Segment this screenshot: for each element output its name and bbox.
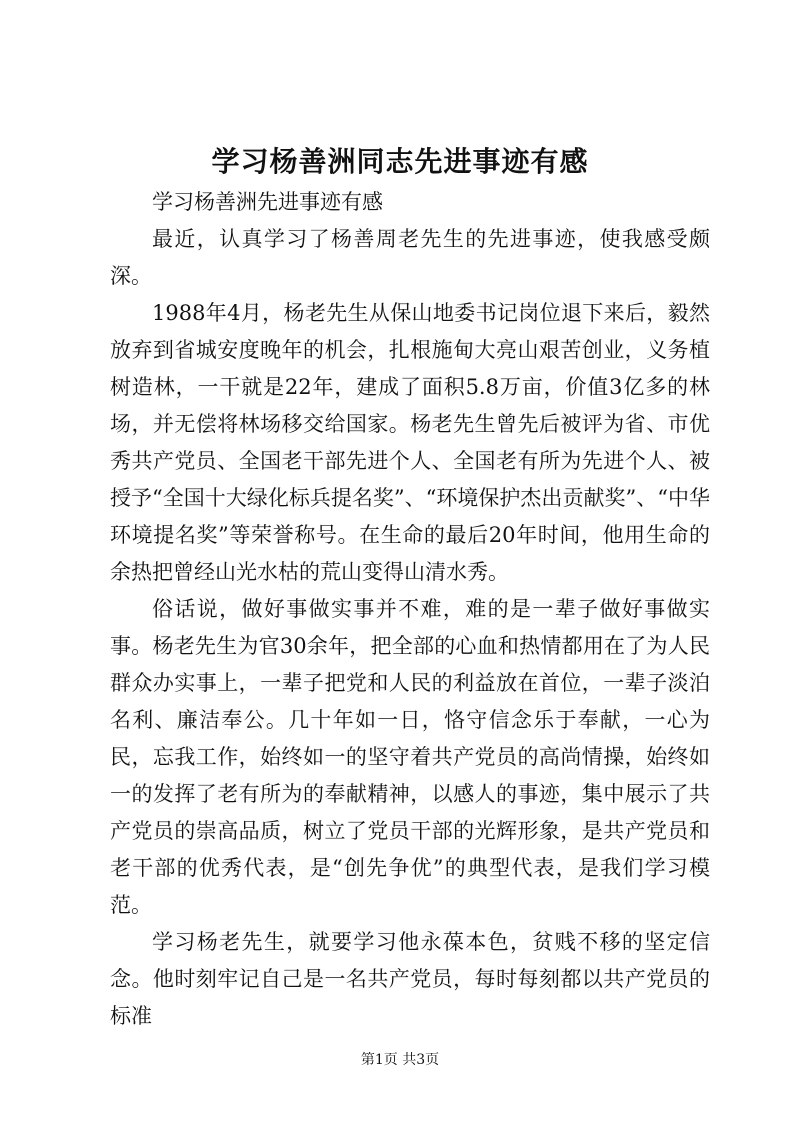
body-paragraph: 俗话说，做好事做实事并不难，难的是一辈子做好事做实事。杨老先生为官30余年，把全部的心血和热情都用在了为人民群众办实事上，一辈子把党和人民的利益放在首位，一辈子淡泊名利、廉洁奉公。几十年如一日，恪守信念乐于奉献，一心为民，忘我工作，始终如一的坚守着共产党员的高尚情操，始终如一的发挥了老有所为的奉献精神，以感人的事迹，集中展示了共产党员的崇高品质，树立了党员干部的光辉形象，是共产党员和老干部的优秀代表，是“创先争优”的典型代表，是我们学习模范。 [110, 597, 710, 917]
page-footer: 第1页 共3页 [360, 1052, 440, 1068]
document-title: 学习杨善洲同志先进事迹有感 [211, 145, 589, 178]
document-body [110, 184, 710, 1035]
body-paragraph: 学习杨老先生，就要学习他永葆本色，贫贱不移的坚定信念。他时刻牢记自己是一名共产党员，每时每刻都以共产党员的标准 [110, 930, 710, 1028]
body-paragraph: 最近，认真学习了杨善周老先生的先进事迹，使我感受颇深。 [110, 227, 710, 288]
subtitle-paragraph: 学习杨善洲先进事迹有感 [152, 190, 383, 214]
body-paragraph: 1988年4月，杨老先生从保山地委书记岗位退下来后，毅然放弃到省城安度晚年的机会，扎根施甸大亮山艰苦创业，义务植树造林，一干就是22年，建成了面积5.8万亩，价值3亿多的林场，并无偿将林场移交给国家。杨老先生曾先后被评为省、市优秀共产党员、全国老干部先进个人、全国老有所为先进个人、被授予“全国十大绿化标兵提名奖”、“环境保护杰出贡献奖”、“中华环境提名奖”等荣誉称号。在生命的最后20年时间，他用生命的余热把曾经山光水枯的荒山变得山清水秀。 [110, 301, 710, 584]
